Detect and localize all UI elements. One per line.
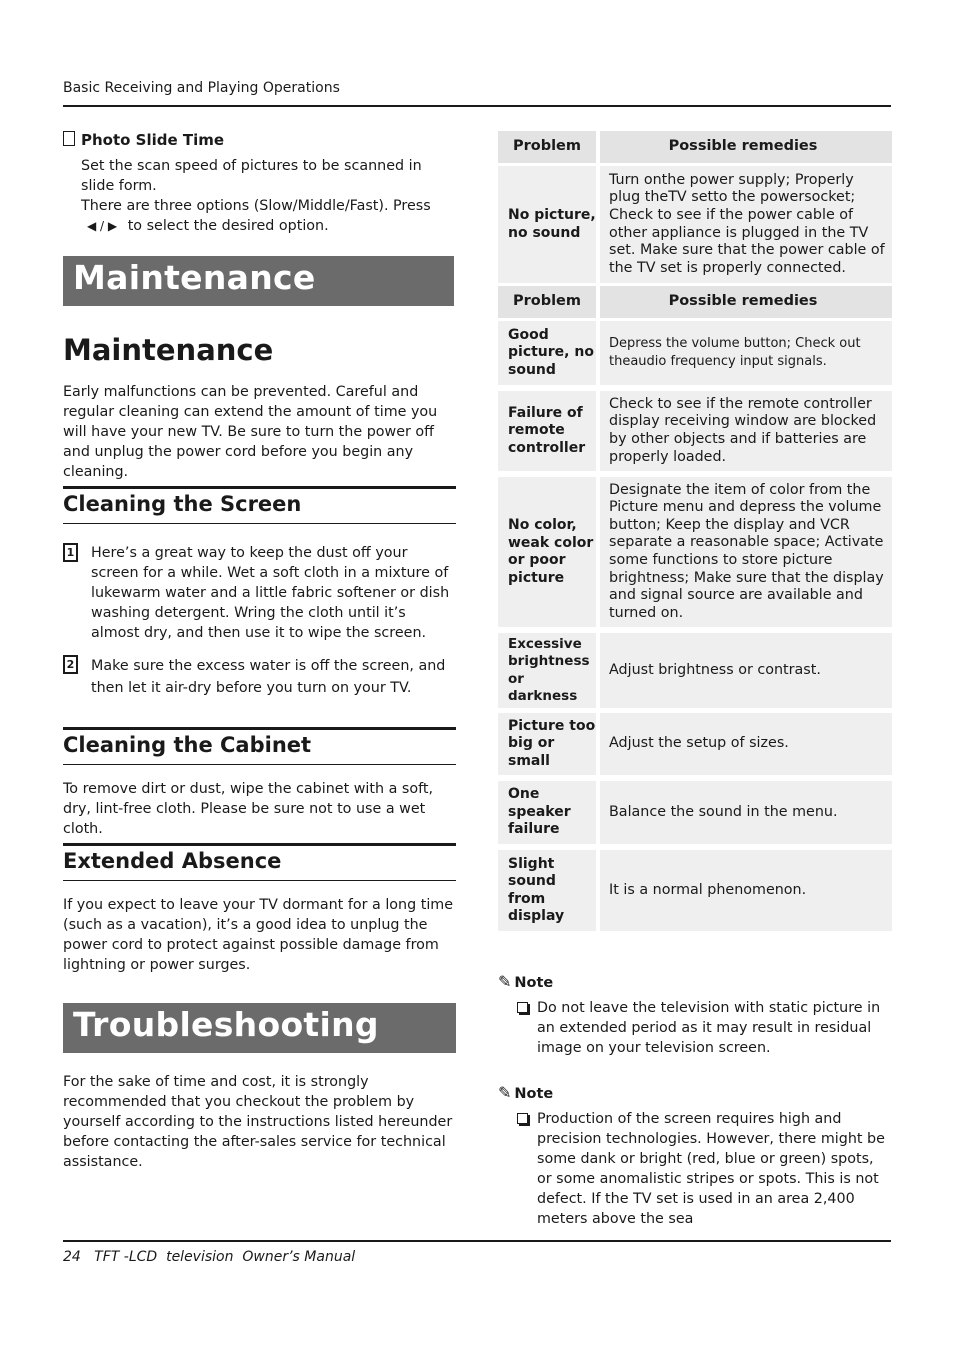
remedy-cell: Turn onthe power supply; Properly plug theTV setto the powersocket; Check to see if the power cable of other appliance is plugged in the TV set. Make sure that the power cable of the TV set is properly connected.	[600, 166, 892, 283]
header-problem: Problem	[498, 131, 596, 163]
problem-cell: Failure of remote controller	[498, 391, 596, 471]
photo-slide-line1: Set the scan speed of pictures to be scanned in slide form.	[81, 158, 422, 194]
note-heading	[498, 1083, 553, 1102]
checkbox-bullet-icon	[517, 1113, 528, 1124]
section-rule	[63, 727, 456, 730]
remedy-cell: Adjust brightness or contrast.	[600, 633, 892, 708]
section-rule	[63, 486, 456, 489]
footer-divider	[63, 1240, 891, 1242]
problem-cell: No color, weak color or poor picture	[498, 477, 596, 627]
note-label: Note	[514, 975, 554, 991]
table-row	[498, 166, 892, 283]
table-row	[498, 713, 892, 775]
table-header	[498, 131, 892, 163]
remedy-cell: Adjust the setup of sizes.	[600, 713, 892, 775]
left-right-arrow-icon: ◀ / ▶	[87, 219, 118, 233]
troubleshooting-banner: Troubleshooting	[63, 1003, 456, 1053]
cleaning-screen-title: Cleaning the Screen	[63, 492, 302, 516]
photo-slide-heading	[63, 130, 456, 149]
problem-cell: Good picture, no sound	[498, 321, 596, 385]
footer-text: 24 TFT -LCD television Owner’s Manual	[63, 1249, 356, 1265]
remedy-cell: Balance the sound in the menu.	[600, 781, 892, 844]
header-remedy: Possible remedies	[600, 286, 892, 318]
maintenance-banner: Maintenance	[63, 256, 454, 306]
problem-cell: Slight sound from display	[498, 850, 596, 931]
maintenance-heading: Maintenance	[63, 333, 274, 367]
table-row	[498, 321, 892, 385]
note-heading	[498, 972, 553, 991]
photo-slide-line2: There are three options (Slow/Middle/Fast). Press	[81, 198, 431, 214]
header-remedy: Possible remedies	[600, 131, 892, 163]
cleaning-cabinet-text: To remove dirt or dust, wipe the cabinet with a soft, dry, lint-free cloth. Please be sure not to use a wet cloth.	[63, 781, 434, 837]
step-text: Make sure the excess water is off the screen, and then let it air-dry before you turn on your TV.	[91, 658, 446, 696]
step-2	[63, 655, 456, 699]
remedy-cell: Designate the item of color from the Picture menu and depress the volume button; Keep the display and VCR separate a reasonable space; Activate some functions to store picture brightness; Make sure that the display and signal source are available and turned on.	[600, 477, 892, 627]
note-text: Do not leave the television with static picture in an extended period as it may result in residual image on your television screen.	[537, 1000, 881, 1056]
bullet-box-icon	[63, 131, 75, 146]
pencil-icon: ✎	[498, 1083, 512, 1102]
photo-slide-title: Photo Slide Time	[81, 131, 225, 149]
troubleshooting-table	[498, 131, 892, 931]
troubleshooting-intro: For the sake of time and cost, it is strongly recommended that you checkout the problem by yourself according to the instructions listed hereunder before contacting the after-sales service for technical assistance.	[63, 1074, 453, 1170]
remedy-cell: Depress the volume button; Check out theaudio frequency input signals.	[600, 321, 892, 385]
problem-cell: Excessive brightness or darkness	[498, 633, 596, 708]
table-row	[498, 781, 892, 844]
note-label: Note	[514, 1086, 554, 1102]
table-row	[498, 391, 892, 471]
photo-slide-line3-wrap	[81, 216, 456, 236]
table-row	[498, 477, 892, 627]
checkbox-bullet-icon	[517, 1002, 528, 1013]
cleaning-cabinet-title: Cleaning the Cabinet	[63, 733, 312, 757]
problem-cell: One speaker failure	[498, 781, 596, 844]
section-rule	[63, 843, 456, 846]
note-text: Production of the screen requires high and precision technologies. However, there might be some dank or bright (red, blue or green) spots, or some anomalistic stripes or spots. This is not defect. If the TV set is used in an area 2,400 meters above the sea	[537, 1111, 885, 1227]
photo-slide-line3: to select the desired option.	[127, 218, 329, 234]
header-problem: Problem	[498, 286, 596, 318]
note-item	[520, 1109, 892, 1229]
extended-absence-title: Extended Absence	[63, 849, 282, 873]
header-divider	[63, 105, 891, 107]
remedy-cell: Check to see if the remote controller display receiving window are blocked by other objects and if batteries are properly loaded.	[600, 391, 892, 471]
section-rule	[63, 523, 456, 524]
extended-absence-text: If you expect to leave your TV dormant for a long time (such as a vacation), it’s a good idea to unplug the power cord to protect against possible damage from lightning or power surges.	[63, 897, 454, 973]
table-row	[498, 850, 892, 931]
problem-cell: Picture too big or small	[498, 713, 596, 775]
running-header: Basic Receiving and Playing Operations	[63, 80, 340, 96]
photo-slide-body	[81, 156, 456, 236]
note-item	[520, 998, 892, 1058]
step-number-badge: 1	[63, 543, 78, 562]
step-1	[63, 543, 456, 643]
step-text: Here’s a great way to keep the dust off your screen for a while. Wet a soft cloth in a mixture of lukewarm water and a little fabric softener or dish washing detergent. Wring the cloth until it’s almost dry, and then use it to wipe the screen.	[91, 545, 450, 641]
section-rule	[63, 880, 456, 881]
table-header	[498, 286, 892, 318]
remedy-cell: It is a normal phenomenon.	[600, 850, 892, 931]
step-number-badge: 2	[63, 655, 78, 674]
pencil-icon: ✎	[498, 972, 512, 991]
maintenance-intro: Early malfunctions can be prevented. Careful and regular cleaning can extend the amount of time you will have your new TV. Be sure to turn the power off and unplug the power cord before you begin any cleaning.	[63, 384, 438, 480]
section-rule	[63, 764, 456, 765]
table-row	[498, 633, 892, 708]
problem-cell: No picture, no sound	[498, 166, 596, 283]
